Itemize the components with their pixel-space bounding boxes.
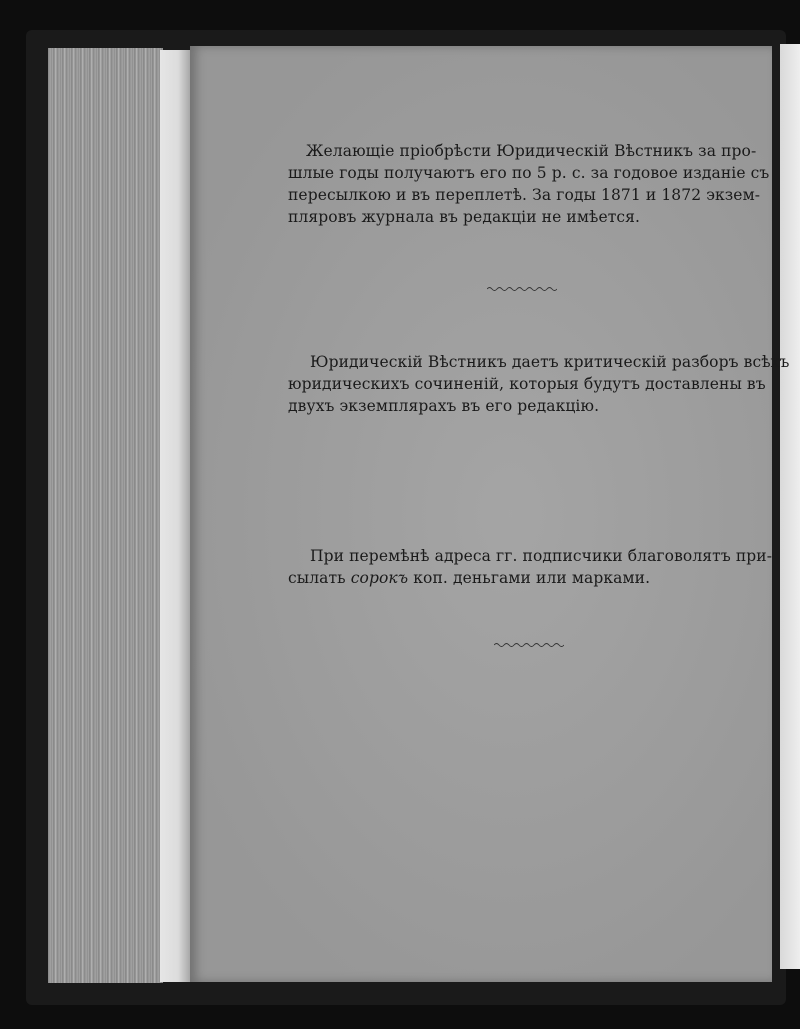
text-line: пляровъ журнала въ редакціи не имѣется. bbox=[288, 208, 641, 226]
text-line: юридическихъ сочиненій, которыя будутъ доставлены въ bbox=[288, 375, 766, 393]
page-gutter bbox=[160, 50, 190, 982]
text-line bbox=[288, 567, 766, 589]
notice-back-issues bbox=[288, 140, 770, 228]
notice-address-change bbox=[288, 545, 773, 589]
text-line: При перемѣнѣ адреса гг. подписчики благоволятъ при- bbox=[310, 547, 773, 565]
text-line: двухъ экземплярахъ въ его редакцію. bbox=[288, 397, 600, 415]
notice-reviews bbox=[288, 351, 790, 417]
wavy-divider bbox=[487, 286, 557, 292]
binding-strip bbox=[772, 40, 780, 970]
text-line: шлые годы получаютъ его по 5 р. с. за годовое изданіе съ bbox=[288, 164, 770, 182]
text-fragment: сылать bbox=[288, 569, 351, 587]
text-fragment: коп. деньгами или марками. bbox=[408, 569, 651, 587]
text-line: Юридическій Вѣстникъ даетъ критическій разборъ всѣхъ bbox=[310, 353, 790, 371]
text-line: Желающіе пріобрѣсти Юридическій Вѣстникъ за про- bbox=[306, 142, 757, 160]
page-edges bbox=[48, 48, 163, 983]
text-line: пересылкою и въ переплетѣ. За годы 1871 и 1872 экзем- bbox=[288, 186, 761, 204]
emphasized-word: сорокъ bbox=[350, 569, 409, 587]
facing-page-edge bbox=[780, 44, 800, 969]
wavy-divider bbox=[494, 642, 564, 648]
